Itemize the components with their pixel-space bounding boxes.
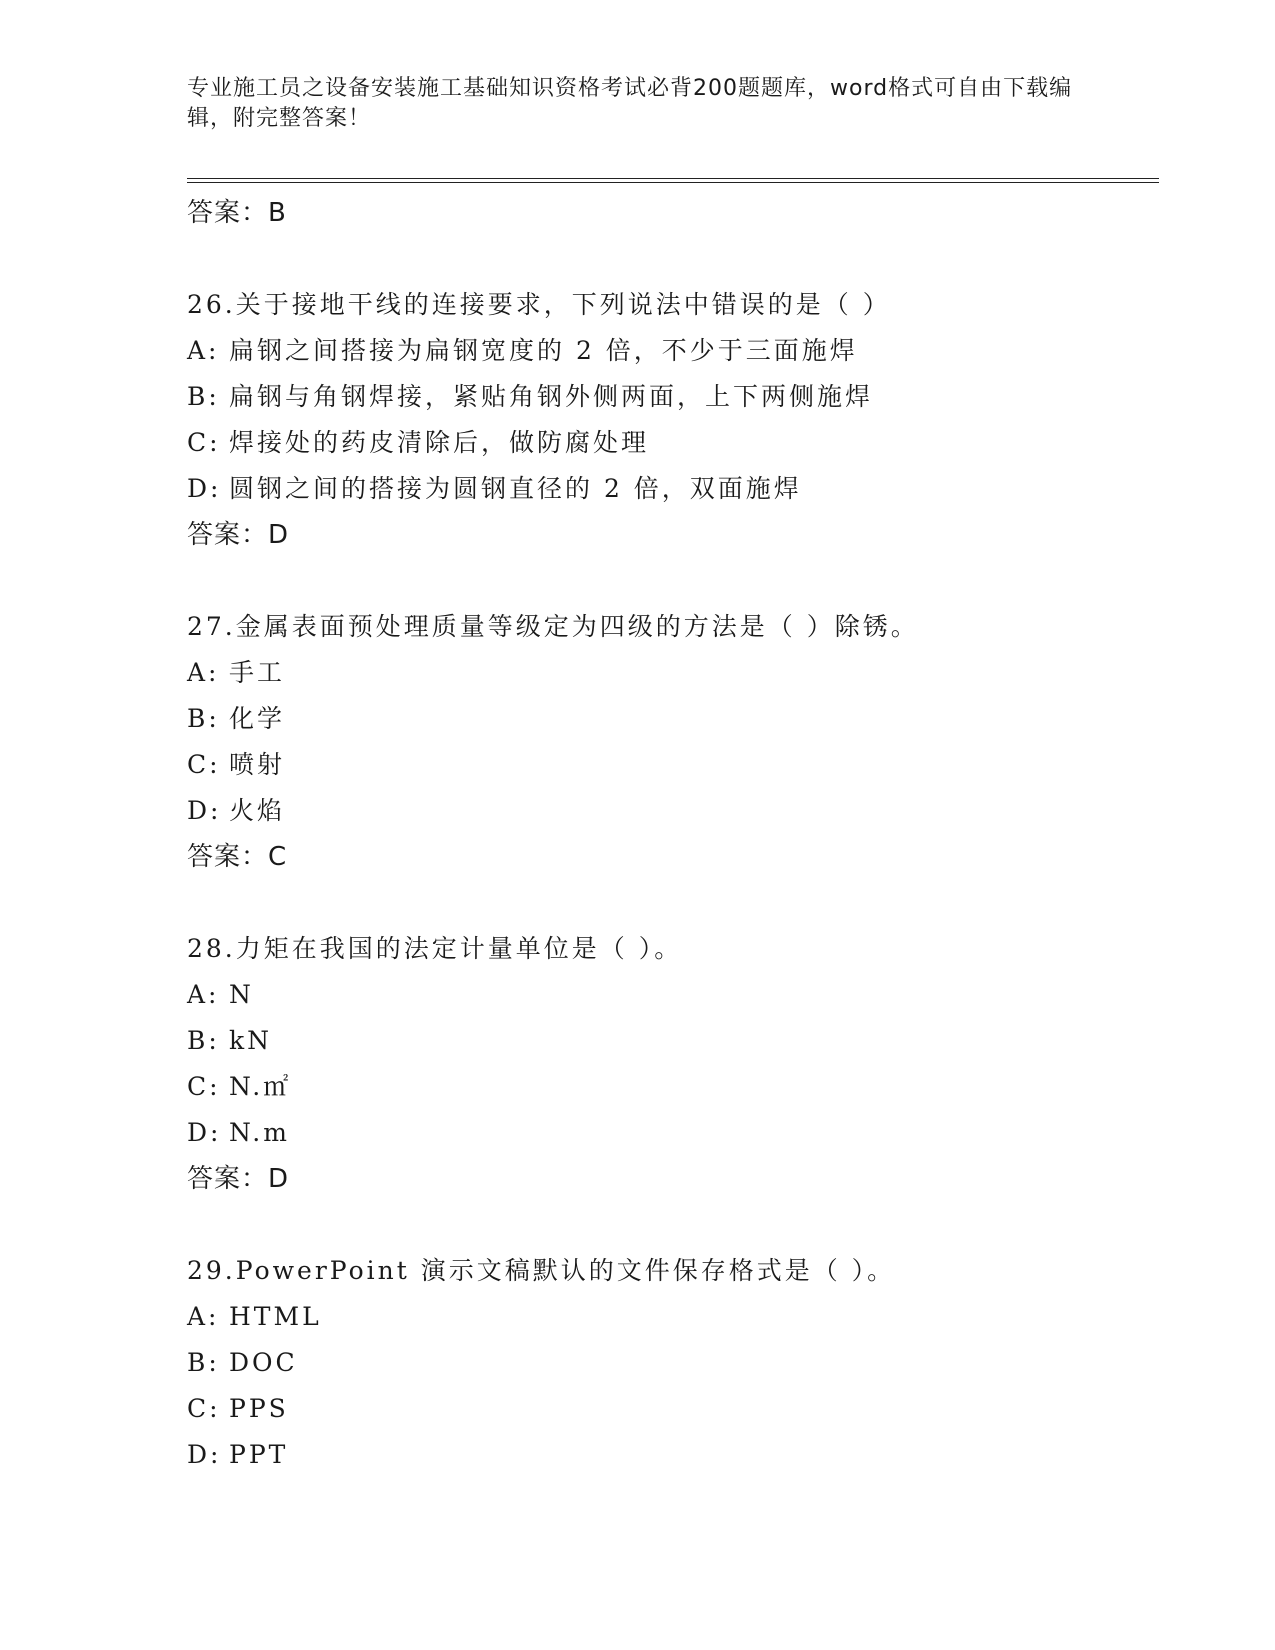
option-a [187, 650, 1159, 696]
question-number: 27. [187, 612, 236, 641]
option-text: 化学 [229, 704, 286, 733]
option-b [187, 1340, 1159, 1386]
question-stem: 金属表面预处理质量等级定为四级的方法是（ ）除锈。 [235, 612, 919, 641]
option-a [187, 1294, 1159, 1340]
question-stem: 力矩在我国的法定计量单位是（ ）。 [235, 934, 683, 963]
option-key: A: [187, 980, 220, 1009]
question-stem: PowerPoint 演示文稿默认的文件保存格式是（ ）。 [235, 1256, 896, 1285]
option-key: D: [187, 796, 222, 825]
option-text: PPS [229, 1394, 289, 1423]
option-key: C: [187, 428, 221, 457]
option-text: 手工 [229, 658, 286, 687]
option-key: B: [187, 382, 220, 411]
option-key: A: [187, 658, 220, 687]
question-text [187, 604, 1159, 650]
question-28 [187, 926, 1159, 1202]
option-d [187, 1110, 1159, 1156]
option-text: N.㎡ [229, 1072, 292, 1101]
answer: 答案：D [187, 1164, 290, 1194]
option-b [187, 374, 1159, 420]
question-29 [187, 1248, 1159, 1478]
option-text: PPT [229, 1440, 289, 1469]
option-key: D: [187, 1118, 222, 1147]
question-26 [187, 282, 1159, 558]
question-number: 29. [187, 1256, 236, 1285]
option-key: A: [187, 1302, 220, 1331]
option-d [187, 788, 1159, 834]
option-key: B: [187, 704, 220, 733]
option-key: D: [187, 474, 222, 503]
option-text: HTML [229, 1302, 322, 1331]
question-number: 28. [187, 934, 236, 963]
option-key: C: [187, 750, 221, 779]
question-text [187, 1248, 1159, 1294]
option-text: N.m [229, 1118, 290, 1147]
question-stem: 关于接地干线的连接要求，下列说法中错误的是（ ） [235, 290, 891, 319]
question-27 [187, 604, 1159, 880]
option-text: 焊接处的药皮清除后，做防腐处理 [229, 428, 650, 457]
option-text: 扁钢与角钢焊接，紧贴角钢外侧两面，上下两侧施焊 [229, 382, 874, 411]
answer: 答案：C [187, 842, 288, 872]
option-d [187, 1432, 1159, 1478]
option-text: 火焰 [229, 796, 286, 825]
option-key: C: [187, 1394, 221, 1423]
option-key: D: [187, 1440, 222, 1469]
option-a [187, 972, 1159, 1018]
option-a [187, 328, 1159, 374]
option-text: N [229, 980, 254, 1009]
question-text [187, 282, 1159, 328]
option-key: B: [187, 1026, 220, 1055]
option-key: C: [187, 1072, 221, 1101]
option-c [187, 420, 1159, 466]
option-text: 扁钢之间搭接为扁钢宽度的 2 倍，不少于三面施焊 [229, 336, 858, 365]
option-key: A: [187, 336, 220, 365]
option-c [187, 1064, 1159, 1110]
option-text: kN [229, 1026, 273, 1055]
option-d [187, 466, 1159, 512]
answer: 答案：D [187, 520, 290, 550]
option-text: 圆钢之间的搭接为圆钢直径的 2 倍，双面施焊 [229, 474, 802, 503]
option-c [187, 742, 1159, 788]
question-number: 26. [187, 290, 236, 319]
page-header: 专业施工员之设备安装施工基础知识资格考试必背200题题库，word格式可自由下载编辑，附完整答案！ [187, 76, 1073, 131]
option-c [187, 1386, 1159, 1432]
answer-previous: 答案：B [187, 198, 287, 228]
question-text [187, 926, 1159, 972]
option-b [187, 696, 1159, 742]
option-b [187, 1018, 1159, 1064]
question-list [187, 190, 1159, 1478]
option-key: B: [187, 1348, 220, 1377]
header-divider [187, 178, 1159, 183]
option-text: 喷射 [229, 750, 286, 779]
option-text: DOC [229, 1348, 298, 1377]
